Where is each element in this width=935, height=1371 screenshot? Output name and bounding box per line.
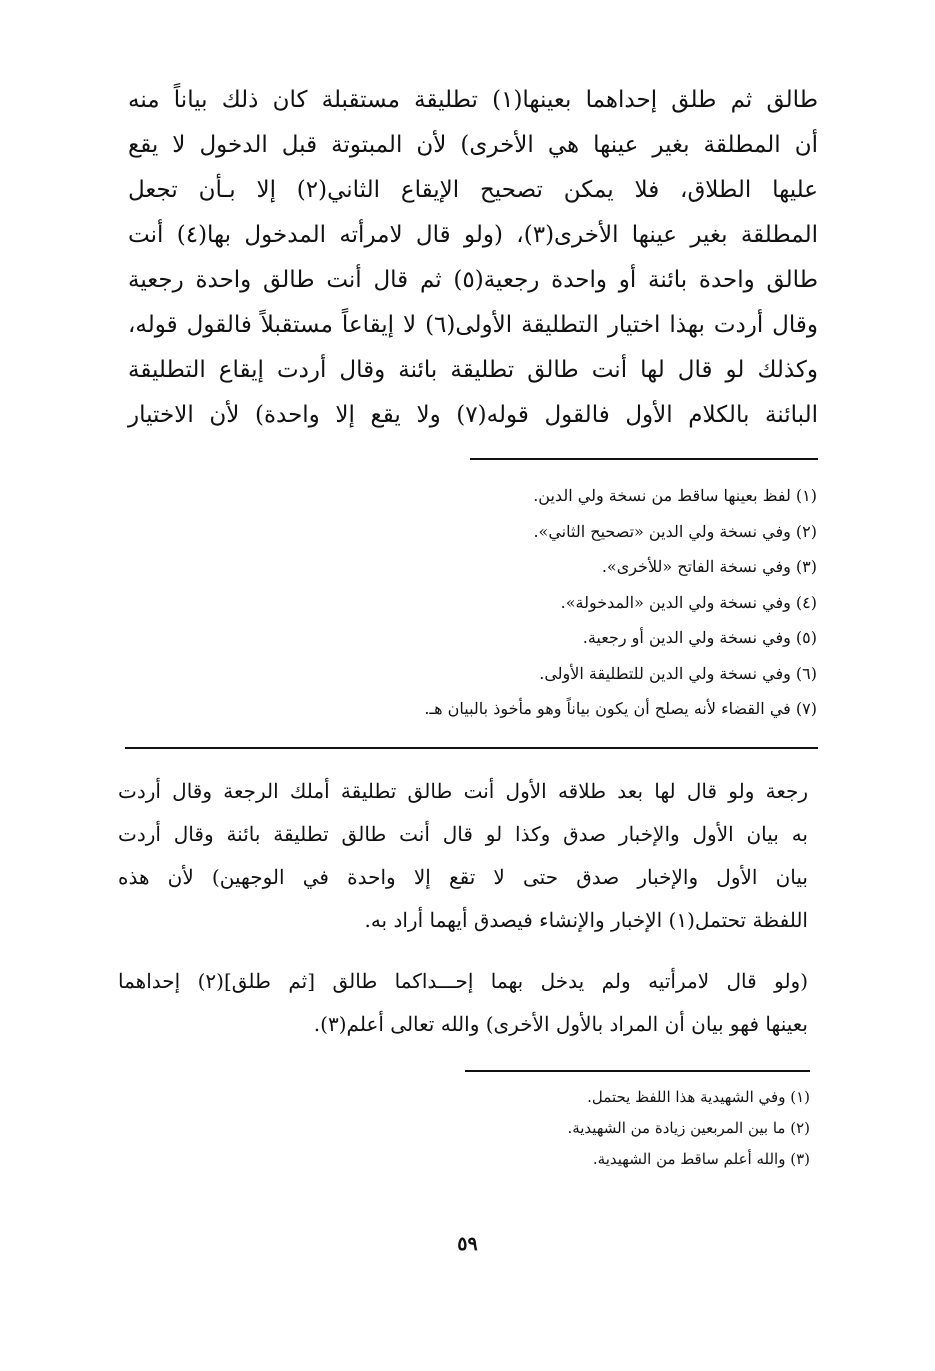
main-text-line: أن المطلقة بغير عينها هي الأخرى) لأن المبتوتة قبل الدخول لا يقع	[128, 132, 818, 158]
section-divider	[125, 747, 818, 749]
main-text-line: عليها الطلاق، فلا يمكن تصحيح الإيقاع الثاني(٢) إلا بـأن تجعل	[128, 177, 818, 203]
commentary-line: به بيان الأول والإخبار صدق وكذا لو قال أنت طالق تطليقة بائنة وقال أردت	[118, 822, 808, 846]
main-text-line: المطلقة بغير عينها الأخرى(٣)، (ولو قال لامرأته المدخول بها(٤) أنت	[128, 222, 818, 248]
main-text-line: البائنة بالكلام الأول فالقول قوله(٧) ولا يقع إلا واحدة) لأن الاختيار	[128, 402, 818, 428]
page-number: ٥٩	[457, 1233, 478, 1255]
footnote-item: (٢) وفي نسخة ولي الدين «تصحيح الثاني».	[533, 521, 817, 541]
footnote-item: (٢) ما بين المربعين زيادة من الشهيدية.	[567, 1119, 810, 1137]
main-text-line: وقال أردت بهذا اختيار التطليقة الأولى(٦) لا إيقاعاً مستقبلاً فالقول قوله،	[128, 312, 819, 338]
commentary-footnotes-list	[330, 1082, 810, 1175]
footnotes-list	[317, 478, 817, 727]
commentary-line: رجعة ولو قال لها بعد طلاقه الأول أنت طالق تطليقة أملك الرجعة وقال أردت	[118, 779, 808, 803]
footnote-separator	[465, 1070, 810, 1072]
footnote-item: (٤) وفي نسخة ولي الدين «المدخولة».	[560, 592, 817, 612]
footnote-item: (٥) وفي نسخة ولي الدين أو رجعية.	[582, 628, 817, 647]
commentary-line: بيان الأول والإخبار صدق حتى لا تقع إلا واحدة في الوجهين) لأن هذه	[118, 865, 808, 889]
footnote-item: (٣) والله أعلم ساقط من الشهيدية.	[592, 1150, 810, 1168]
footnote-item: (٧) في القضاء لأنه يصلح أن يكون بياناً وهو مأخوذ بالبيان هـ.	[424, 699, 817, 718]
commentary-line: (ولو قال لامرأتيه ولم يدخل بهما إحـــداكما طالق [ثم طلق](٢) إحداهما	[118, 969, 808, 993]
footnote-item: (٦) وفي نسخة ولي الدين للتطليقة الأولى.	[539, 663, 817, 683]
main-text-line: وكذلك لو قال لها أنت طالق تطليقة بائنة وقال أردت إيقاع التطليقة	[128, 357, 818, 383]
footnote-item: (١) وفي الشهيدية هذا اللفظ يحتمل.	[587, 1088, 810, 1106]
commentary-line: اللفظة تحتمل(١) الإخبار والإنشاء فيصدق أيهما أراد به.	[364, 908, 808, 932]
footnote-item: (١) لفظ بعينها ساقط من نسخة ولي الدين.	[533, 486, 817, 505]
main-text-line: طالق واحدة بائنة أو واحدة رجعية(٥) ثم قال أنت طالق واحدة رجعية	[128, 267, 818, 293]
main-text-line: طالق ثم طلق إحداهما بعينها(١) تطليقة مستقبلة كان ذلك بياناً منه	[128, 87, 818, 113]
footnote-separator	[470, 458, 818, 460]
commentary-block	[118, 770, 808, 1046]
main-text-block	[128, 78, 818, 438]
commentary-line: بعينها فهو بيان أن المراد بالأول الأخرى) والله تعالى أعلم(٣).	[313, 1012, 808, 1036]
footnote-item: (٣) وفي نسخة الفاتح «للأخرى».	[601, 557, 817, 576]
